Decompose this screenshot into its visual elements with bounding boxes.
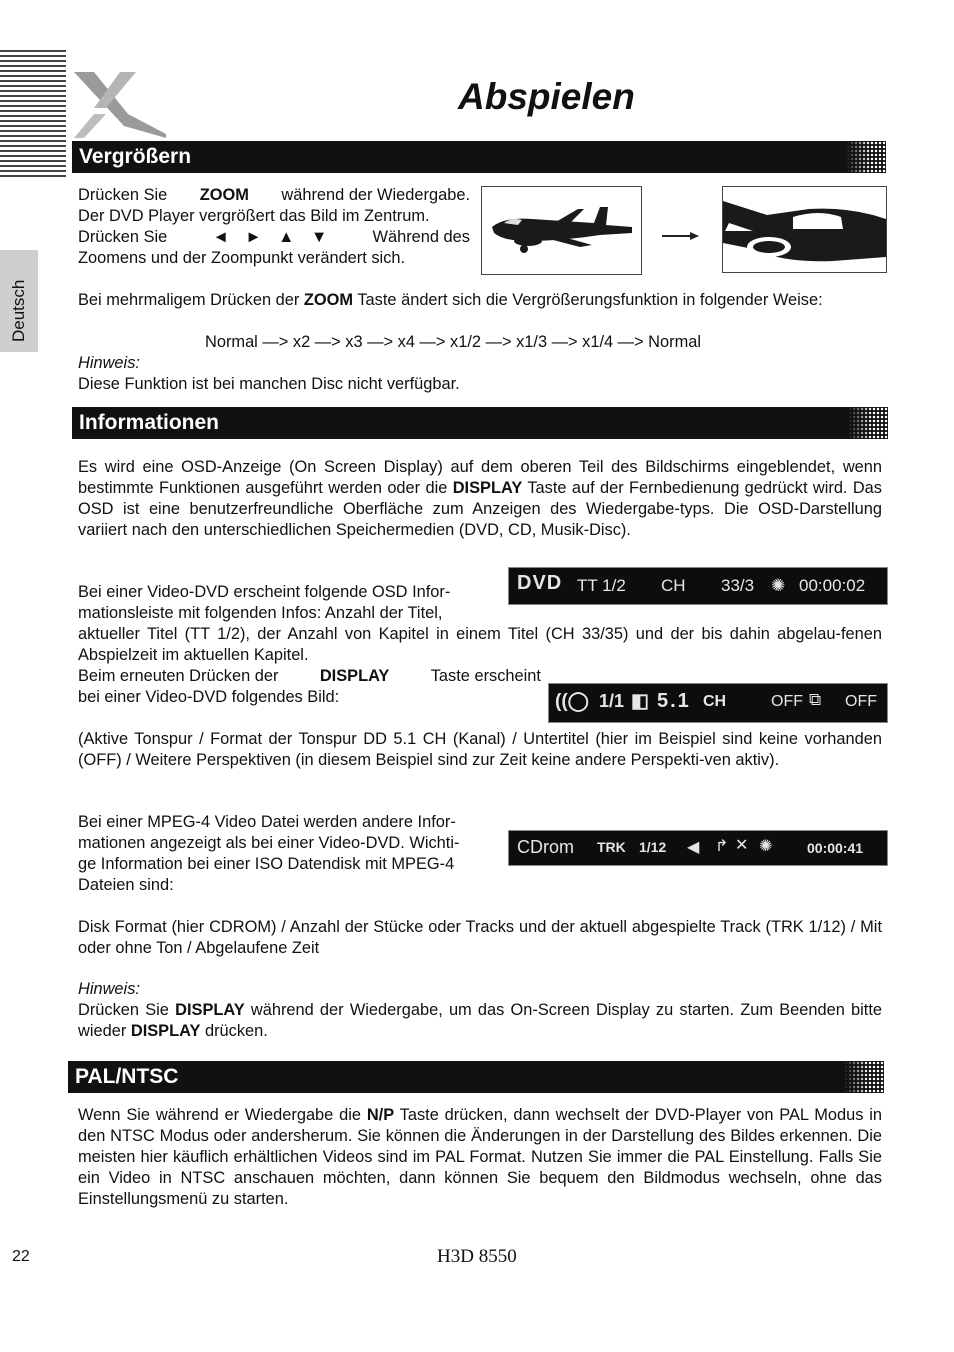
airplane-icon [482, 187, 641, 274]
text-segment: drücken. [204, 1022, 268, 1040]
text-segment: Taste erscheint [430, 667, 541, 685]
zoom-note-label: Hinweis: [78, 354, 140, 372]
text-line: Der DVD Player vergrößert das Bild im Zentrum. [78, 207, 430, 225]
section-header-palntsc [68, 1061, 884, 1093]
zoom-repeat-para [78, 290, 882, 311]
osd-audio-bar [548, 683, 888, 723]
text-segment: während der Wiedergabe. [281, 186, 470, 204]
osd-audio-track: 1/1 [599, 691, 625, 711]
osd-audio-format: 5.1 [657, 690, 691, 712]
text-segment: Bei mehrmaligem Drücken der [78, 291, 300, 309]
text-segment: Beim erneuten Drücken der [78, 667, 279, 685]
text-segment: Wenn Sie während er Wiedergabe die [78, 1106, 361, 1124]
text-line: Dateien sind: [78, 876, 174, 894]
mute-x-icon: ✕ [735, 837, 749, 854]
text-line: Zoomens und der Zoompunkt verändert sich. [78, 249, 406, 267]
brand-x-logo-icon [70, 68, 170, 140]
osd-chapter-label: CH [661, 576, 686, 595]
osd-disc-type: DVD [517, 572, 563, 594]
header-stripes [0, 50, 66, 178]
osd-subtitle-state: OFF [771, 693, 803, 710]
zoom-sequence: Normal —> x2 —> x3 —> x4 —> x1/2 —> x1/3 —> x1/4 —> Normal [205, 333, 702, 351]
key-display: DISPLAY [319, 667, 390, 685]
osd-cd-time: 00:00:41 [807, 840, 864, 856]
info-note-label: Hinweis: [78, 980, 140, 998]
text-segment: Taste auf der Fernbedienung gedrückt wird. Das OSD ist eine benutzerfreundliche Oberfläche zum Anzeigen des Wiedergabe-typs. Die OSD-Darstellung variiert nach den unterschiedlichen Speichermedien (DVD, CD, Musik-Disc). [78, 479, 882, 539]
zoom-note-text: Diese Funktion ist bei manchen Disc nicht verfügbar. [78, 375, 460, 393]
page-title: Abspielen [458, 76, 635, 117]
text-segment: Drücken Sie [78, 1001, 169, 1019]
section-header-zoom [72, 141, 886, 173]
text-line: Bei einer MPEG-4 Video Datei werden andere Infor- [78, 813, 456, 831]
speaker-icon: ◀ [687, 839, 700, 856]
dvd-osd-desc-rest: aktueller Titel (TT 1/2), der Anzahl von Kapitel in einem Titel (CH 33/35) und der bis dahin abgelau-fenen Abspielzeit im aktuellen Kapitel. [78, 625, 882, 664]
text-segment: Drücken Sie [78, 186, 168, 204]
text-line: ge Information bei einer ISO Datendisk mit MPEG-4 [78, 855, 455, 873]
osd-chapter: 33/3 [721, 576, 755, 595]
dvd-osd-desc [78, 582, 501, 624]
airplane-zoomed-image [722, 186, 887, 273]
section-heading-info: Informationen [79, 411, 219, 434]
mpeg-para [78, 812, 501, 896]
osd-trk: 1/12 [639, 839, 667, 855]
arrow-keys: ◄ ► ▲ ▼ [212, 228, 328, 246]
text-line: Bei einer Video-DVD erscheint folgende OSD Infor- [78, 583, 451, 601]
airplane-zoom-icon [723, 187, 886, 272]
page-number: 22 [12, 1248, 30, 1265]
language-side-tab [0, 250, 38, 352]
zoom-intro [78, 185, 470, 269]
airplane-normal-image [481, 186, 642, 275]
dot-pattern [848, 407, 892, 439]
section-heading-zoom: Vergrößern [79, 145, 192, 168]
palntsc-para [78, 1105, 882, 1210]
dot-pattern [844, 1061, 888, 1093]
text-segment: Taste ändert sich die Vergrößerungsfunktion in folgender Weise: [357, 291, 823, 309]
disk-para: Disk Format (hier CDROM) / Anzahl der Stücke oder Tracks und der aktuell abgespielte Track (TRK 1/12) / Mit oder ohne Ton / Abgelaufene Zeit [78, 918, 882, 957]
text-segment: Während des [372, 228, 470, 246]
key-np: N/P [366, 1106, 395, 1124]
text-segment: Drücken Sie [78, 228, 168, 246]
osd-cdrom-bar [508, 830, 888, 866]
text-line: mationsleiste mit folgenden Infos: Anzahl der Titel, [78, 604, 443, 622]
audio-icon: ((◯ [555, 691, 589, 712]
model-name: H3D 8550 [437, 1246, 517, 1267]
info-intro-para [78, 457, 882, 541]
text-segment: Taste drücken, dann wechselt der DVD-Player von PAL Modus in den NTSC Modus oder andersherum. Sie können die Änderungen in der Darstellung des Bildes erkennen. Die meisten hier käuflich erhältlichen Videos sind im PAL Format. Nutzen Sie immer die PAL Einstellung. Falls Sie ein Video in NTSC anschauen möchten, dann können Sie bequem den Bildmodus wechseln, ohne das Einstellungsmenü zu starten. [78, 1106, 883, 1208]
clock-icon: ✺ [759, 838, 773, 855]
key-display: DISPLAY [130, 1022, 201, 1040]
osd-title: TT 1/2 [577, 576, 626, 595]
clock-icon: ✺ [771, 576, 786, 595]
osd-cd-disc-type: CDrom [517, 837, 574, 857]
dot-pattern [846, 141, 890, 173]
text-segment: Es wird eine OSD-Anzeige (On Screen Display) auf dem oberen Teil des Bildschirms eingeblendet, wenn bestimmte Funktionen ausgeführt werden oder die [78, 458, 882, 497]
osd-trk-label: TRK [597, 839, 626, 855]
osd-dvd-bar [508, 567, 888, 605]
key-zoom: ZOOM [199, 186, 249, 204]
osd-angle-state: OFF [845, 693, 877, 710]
text-line: bei einer Video-DVD folgendes Bild: [78, 688, 340, 706]
osd-time: 00:00:02 [799, 576, 866, 595]
key-display: DISPLAY [175, 1001, 245, 1019]
side-tab-label: Deutsch [9, 279, 28, 342]
repeat-icon: ↱ [715, 838, 729, 855]
dolby-icon: ◧ [631, 691, 649, 712]
camera-angle-icon: ⧉ [809, 690, 822, 709]
again-para [78, 666, 541, 708]
text-segment: während der Wiedergabe, um das On-Screen Display zu starten. Zum Beenden bitte wieder [78, 1001, 883, 1040]
arrow-right-icon [660, 228, 700, 238]
section-heading-palntsc: PAL/NTSC [75, 1065, 179, 1088]
key-zoom: ZOOM [303, 291, 354, 309]
osd-audio-channel: CH [703, 693, 727, 710]
audio-para: (Aktive Tonspur / Format der Tonspur DD 5.1 CH (Kanal) / Untertitel (hier im Beispiel sind keine vorhanden (OFF) / Weitere Perspektiven (in diesem Beispiel sind zur Zeit keine andere Perspekti-ven aktiv). [78, 730, 882, 769]
text-line: mationen angezeigt als bei einer Video-DVD. Wichti- [78, 834, 460, 852]
key-display: DISPLAY [452, 479, 523, 497]
info-note-text [78, 1000, 882, 1042]
section-header-info [72, 407, 888, 439]
